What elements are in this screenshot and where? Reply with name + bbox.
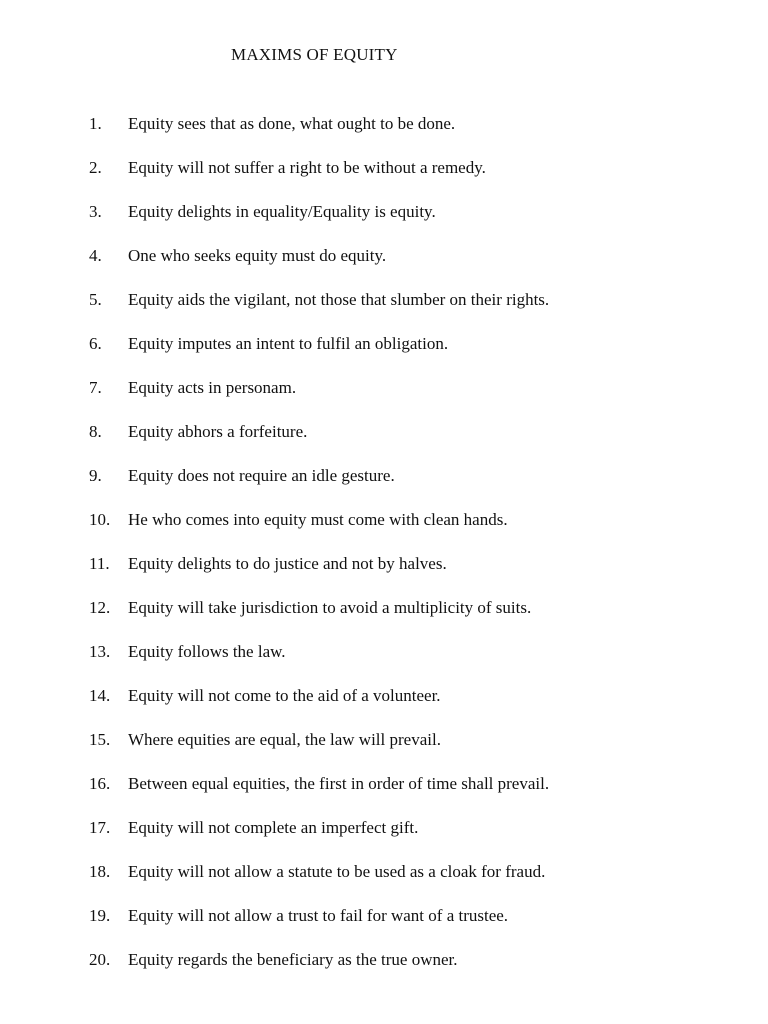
item-number: 14. [89, 686, 111, 705]
item-number: 11. [89, 554, 110, 573]
item-text: Equity follows the law. [128, 642, 286, 661]
item-text: Equity acts in personam. [128, 378, 297, 397]
item-number: 9. [89, 466, 102, 485]
item-text: Equity will not suffer a right to be without a remedy. [128, 158, 486, 177]
document-title: MAXIMS OF EQUITY [231, 45, 398, 64]
item-text: Equity regards the beneficiary as the true owner. [128, 950, 458, 969]
item-text: Between equal equities, the first in order of time shall prevail. [128, 774, 550, 793]
item-number: 7. [89, 378, 102, 397]
list-item [0, 860, 768, 904]
item-number: 3. [89, 202, 102, 221]
list-item [0, 288, 768, 332]
list-item [0, 816, 768, 860]
list-item [0, 508, 768, 552]
item-number: 16. [89, 774, 111, 793]
item-number: 15. [89, 730, 111, 749]
item-text: One who seeks equity must do equity. [128, 246, 387, 265]
list-item [0, 948, 768, 992]
list-item [0, 904, 768, 948]
item-number: 4. [89, 246, 102, 265]
item-text: Equity delights in equality/Equality is equity. [128, 202, 436, 221]
item-text: Equity sees that as done, what ought to be done. [128, 114, 456, 133]
item-number: 12. [89, 598, 111, 617]
item-text: Equity imputes an intent to fulfil an obligation. [128, 334, 449, 353]
item-number: 6. [89, 334, 102, 353]
list-item [0, 728, 768, 772]
list-item [0, 156, 768, 200]
list-item [0, 420, 768, 464]
item-number: 8. [89, 422, 102, 441]
list-item [0, 772, 768, 816]
item-text: Equity will not allow a trust to fail for want of a trustee. [128, 906, 509, 925]
list-item [0, 552, 768, 596]
list-item [0, 200, 768, 244]
list-item [0, 464, 768, 508]
list-item [0, 684, 768, 728]
list-item [0, 640, 768, 684]
list-item [0, 376, 768, 420]
item-number: 10. [89, 510, 111, 529]
list-item [0, 332, 768, 376]
maxims-list [0, 112, 768, 992]
item-text: Equity abhors a forfeiture. [128, 422, 308, 441]
item-number: 5. [89, 290, 102, 309]
item-text: He who comes into equity must come with clean hands. [128, 510, 508, 529]
item-text: Equity will not complete an imperfect gift. [128, 818, 419, 837]
list-item [0, 112, 768, 156]
item-text: Equity will not allow a statute to be used as a cloak for fraud. [128, 862, 546, 881]
list-item [0, 244, 768, 288]
item-text: Where equities are equal, the law will prevail. [128, 730, 441, 749]
item-number: 17. [89, 818, 111, 837]
list-item [0, 596, 768, 640]
item-number: 18. [89, 862, 111, 881]
item-number: 1. [89, 114, 102, 133]
item-text: Equity will take jurisdiction to avoid a multiplicity of suits. [128, 598, 532, 617]
item-text: Equity delights to do justice and not by halves. [128, 554, 447, 573]
item-text: Equity will not come to the aid of a volunteer. [128, 686, 441, 705]
item-number: 2. [89, 158, 102, 177]
item-number: 20. [89, 950, 111, 969]
item-number: 19. [89, 906, 111, 925]
item-text: Equity does not require an idle gesture. [128, 466, 395, 485]
item-text: Equity aids the vigilant, not those that slumber on their rights. [128, 290, 550, 309]
item-number: 13. [89, 642, 111, 661]
